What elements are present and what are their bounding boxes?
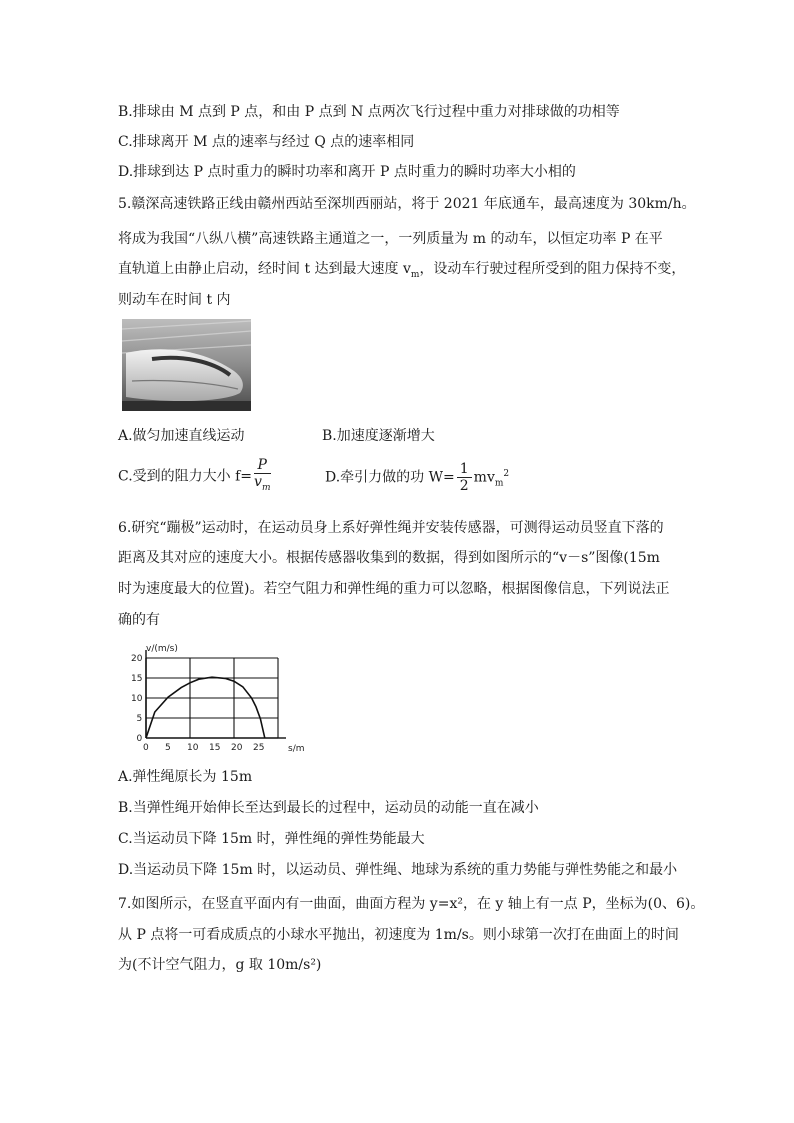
y-tick-label: 0 xyxy=(136,734,143,744)
chart-grid xyxy=(146,650,286,738)
option-5b: B.加速度逐渐增大 xyxy=(322,428,435,444)
option-5d-label: D.牵引力做的功 W= xyxy=(325,469,455,486)
question-5-line-4: 则动车在时间 t 内 xyxy=(118,292,231,308)
option-6c: C.当运动员下降 15m 时，弹性绳的弹性势能最大 xyxy=(118,831,425,847)
question-5-line-3 xyxy=(118,259,685,285)
question-6-line-3: 时为速度最大的位置)。若空气阻力和弹性绳的重力可以忽略，根据图像信息，下列说法正 xyxy=(118,581,670,597)
option-5d-mv: mv xyxy=(473,469,495,486)
fraction-numerator: P xyxy=(254,457,270,474)
q5-sub: m xyxy=(410,269,420,280)
option-5a: A.做匀加速直线运动 xyxy=(118,428,245,444)
option-4b: B.排球由 M 点到 P 点，和由 P 点到 N 点两次飞行过程中重力对排球做的功相等 xyxy=(118,104,620,120)
question-6-line-1: 6.研究“蹦极”运动时，在运动员身上系好弹性绳并安装传感器，可测得运动员竖直下落的 xyxy=(118,520,664,536)
x-tick-label: 15 xyxy=(209,743,221,753)
option-5d xyxy=(325,457,509,500)
fraction-numerator: 1 xyxy=(457,461,472,478)
q5-text-a: 直轨道上由静止启动，经时间 t 达到最大速度 v xyxy=(118,261,411,277)
x-tick-label: 5 xyxy=(165,743,171,753)
question-7-line-3: 为(不计空气阻力，g 取 10m/s²) xyxy=(118,957,322,973)
v-s-chart xyxy=(128,643,318,755)
option-6d: D.当运动员下降 15m 时，以运动员、弹性绳、地球为系统的重力势能与弹性势能之和最小 xyxy=(118,862,678,878)
option-5d-sub: m xyxy=(494,478,504,489)
x-tick-label: 20 xyxy=(231,743,243,753)
fraction-denominator xyxy=(254,474,270,496)
fraction-den-v: v xyxy=(254,474,262,490)
q5-text-b: ，设动车行驶过程所受到的阻力保持不变， xyxy=(419,261,686,277)
x-tick-label: 0 xyxy=(143,743,149,753)
x-tick-label: 10 xyxy=(187,743,199,753)
option-4d: D.排球到达 P 点时重力的瞬时功率和离开 P 点时重力的瞬时功率大小相的 xyxy=(118,164,576,180)
fraction-denominator: 2 xyxy=(459,478,469,495)
y-axis-label: v/(m/s) xyxy=(146,644,178,654)
question-6-line-2: 距离及其对应的速度大小。根据传感器收集到的数据，得到如图所示的“v－s”图像(15m xyxy=(118,550,660,566)
fraction-one-half xyxy=(457,461,472,494)
option-4c: C.排球离开 M 点的速率与经过 Q 点的速率相同 xyxy=(118,134,415,150)
x-axis-label: s/m xyxy=(288,744,305,754)
question-7-line-1: 7.如图所示，在竖直平面内有一曲面，曲面方程为 y=x²，在 y 轴上有一点 P，坐标为(0、6)。 xyxy=(118,896,705,912)
train-illustration xyxy=(122,319,251,411)
question-6-line-4: 确的有 xyxy=(118,612,160,628)
option-5d-sup: 2 xyxy=(503,469,510,479)
y-tick-label: 5 xyxy=(136,714,143,724)
question-7-line-2: 从 P 点将一可看成质点的小球水平抛出，初速度为 1m/s。则小球第一次打在曲面上的时间 xyxy=(118,927,679,943)
chart-series-line xyxy=(146,677,265,738)
option-6a: A.弹性绳原长为 15m xyxy=(118,769,253,785)
option-5c-label: C.受到的阻力大小 f= xyxy=(118,468,253,485)
option-6b: B.当弹性绳开始伸长至达到最长的过程中，运动员的动能一直在减小 xyxy=(118,800,539,816)
question-5-line-1: 5.赣深高速铁路正线由赣州西站至深圳西丽站，将于 2021 年底通车，最高速度为 30km/h。 xyxy=(118,196,696,212)
question-5-line-2: 将成为我国“八纵八横”高速铁路主通道之一，一列质量为 m 的动车，以恒定功率 P 在平 xyxy=(118,231,663,247)
y-tick-label: 15 xyxy=(131,674,143,684)
y-tick-label: 10 xyxy=(131,694,143,704)
train-photo xyxy=(122,319,251,411)
fraction-p-over-vm xyxy=(254,457,270,496)
option-5c xyxy=(118,457,273,496)
fraction-den-sub: m xyxy=(261,482,271,493)
x-tick-label: 25 xyxy=(253,743,265,753)
y-tick-label: 20 xyxy=(131,654,143,664)
